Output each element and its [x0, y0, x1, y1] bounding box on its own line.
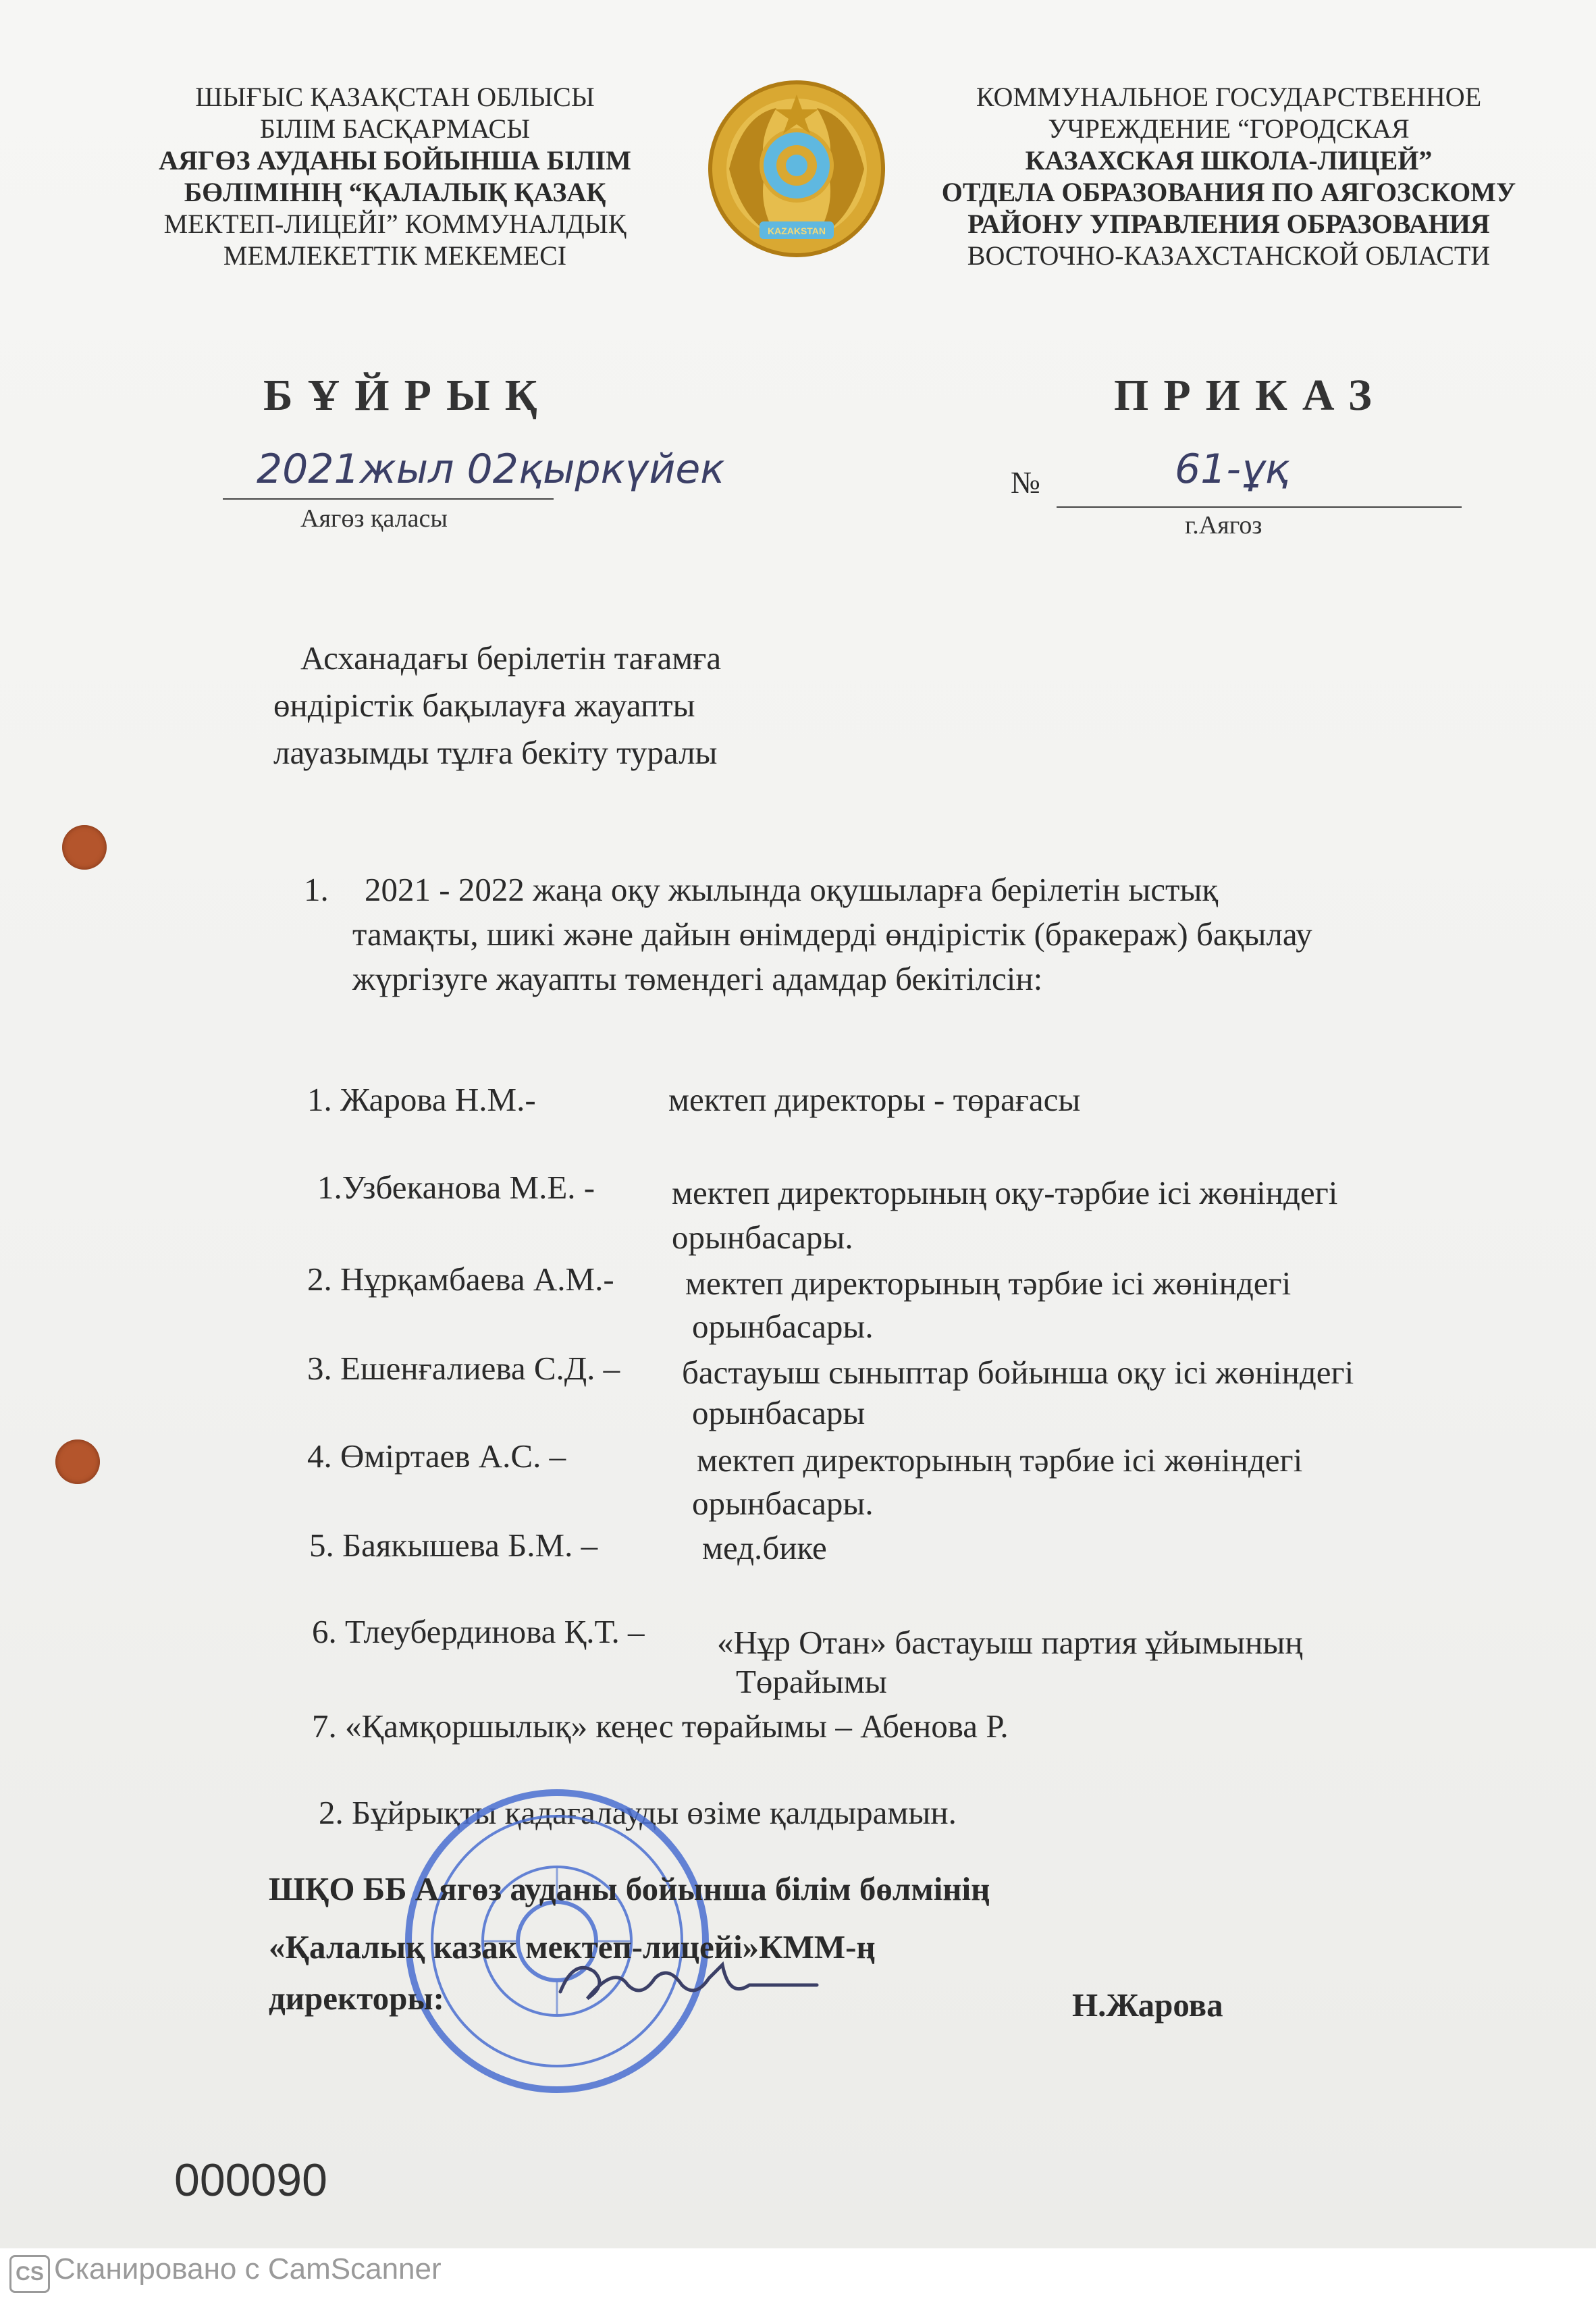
member-role: мед.бике	[702, 1529, 827, 1566]
emblem-text: KAZAKSTAN	[767, 226, 826, 236]
header-kz-line: БІЛІМ БАСҚАРМАСЫ	[259, 113, 531, 144]
date-underline	[223, 498, 554, 500]
subject-line: өндірістік бақылауға жауапты	[273, 687, 695, 724]
paragraph-line: 2021 - 2022 жаңа оқу жылында оқушыларға берілетін ыстық	[365, 871, 1219, 908]
date-handwritten: 2021жыл 02қыркүйек	[257, 446, 725, 493]
member-role: орынбасары	[692, 1394, 866, 1431]
state-emblem-icon	[702, 68, 891, 270]
director-name: Н.Жарова	[1072, 1986, 1223, 2024]
punch-hole	[55, 1439, 100, 1484]
member-role: мектеп директорының тәрбие ісі жөніндегі	[697, 1442, 1303, 1479]
number-handwritten: 61-ұқ	[1175, 446, 1289, 493]
subject-line: Асханадағы берілетін тағамға	[300, 639, 722, 677]
paragraph-number: 1.	[304, 871, 329, 908]
subject-line: лауазымды тұлға бекіту туралы	[273, 734, 718, 771]
title-ru: ПРИКАЗ	[1114, 371, 1387, 420]
header-ru-line: ВОСТОЧНО-КАЗАХСТАНСКОЙ ОБЛАСТИ	[967, 240, 1491, 271]
member-label: 2. Нұрқамбаева А.М.-	[307, 1261, 614, 1298]
header-kz-line: МЕКТЕП-ЛИЦЕЙІ” КОММУНАЛДЫҚ	[163, 209, 627, 239]
number-label: №	[1011, 465, 1040, 500]
member-label: 3. Ешенғалиева С.Д. –	[307, 1350, 620, 1387]
member-role: мектеп директорының оқу-тәрбие ісі жөніндегі	[672, 1174, 1338, 1211]
city-kz: Аягөз қаласы	[300, 504, 448, 533]
member-label: 4. Өміртаев А.С. –	[307, 1437, 566, 1475]
title-kz: БҰЙРЫҚ	[263, 371, 552, 420]
member-role: Төрайымы	[736, 1663, 887, 1700]
number-underline	[1057, 506, 1462, 508]
paragraph-line: тамақты, шикі және дайын өнімдерді өндірістік (бракераж) бақылау	[352, 916, 1312, 953]
header-kz-line: АЯГӨЗ АУДАНЫ БОЙЫНША БІЛІМ	[159, 145, 631, 176]
header-ru	[932, 81, 1526, 271]
member-role: орынбасары.	[672, 1219, 853, 1256]
member-label: 1. Жарова Н.М.-	[307, 1081, 536, 1118]
header-ru-line: КОММУНАЛЬНОЕ ГОСУДАРСТВЕННОЕ	[976, 82, 1482, 112]
signature-line-3: директоры:	[269, 1980, 445, 2017]
member-label: 7. «Қамқоршылық» кеңес төрайымы – Абенова Р.	[312, 1708, 1009, 1745]
member-role: «Нұр Отан» бастауыш партия ұйымының	[717, 1624, 1303, 1661]
header-ru-line: УЧРЕЖДЕНИЕ “ГОРОДСКАЯ	[1048, 113, 1410, 144]
member-role: мектеп директорының тәрбие ісі жөніндегі	[685, 1265, 1292, 1302]
document-number: 000090	[174, 2155, 327, 2206]
member-role: мектеп директоры - төрағасы	[668, 1081, 1081, 1118]
member-role: орынбасары.	[692, 1485, 874, 1522]
member-role: бастауыш сыныптар бойынша оқу ісі жөніндегі	[682, 1354, 1354, 1391]
header-ru-line: ОТДЕЛА ОБРАЗОВАНИЯ ПО АЯГОЗСКОМУ	[941, 177, 1516, 207]
header-kz-line: БӨЛІМІНІҢ “ҚАЛАЛЫҚ ҚАЗАҚ	[184, 177, 606, 207]
paragraph-2: 2. Бұйрықты қадағалауды өзіме қалдырамын.	[319, 1794, 957, 1831]
header-ru-line: КАЗАХСКАЯ ШКОЛА-ЛИЦЕЙ”	[1025, 145, 1433, 176]
handwritten-signature-icon	[547, 1945, 830, 2019]
signature-line-1: ШҚО ББ Аягөз ауданы бойынша білім бөлмінің	[269, 1870, 990, 1907]
member-role: орынбасары.	[692, 1308, 874, 1345]
camscanner-icon: CS	[9, 2255, 50, 2293]
header-kz	[135, 81, 655, 271]
member-label: 5. Баякышева Б.М. –	[309, 1527, 598, 1564]
paragraph-1	[304, 868, 1492, 1001]
header-ru-line: РАЙОНУ УПРАВЛЕНИЯ ОБРАЗОВАНИЯ	[967, 209, 1490, 239]
header-kz-line: ШЫҒЫС ҚАЗАҚСТАН ОБЛЫСЫ	[195, 82, 595, 112]
city-ru: г.Аягоз	[1185, 511, 1262, 539]
member-label: 1.Узбеканова М.Е. -	[317, 1169, 595, 1206]
scanner-watermark-text: Сканировано с CamScanner	[54, 2252, 442, 2285]
paragraph-line: жүргізуге жауапты төмендегі адамдар бекітілсін:	[352, 960, 1043, 997]
punch-hole	[62, 825, 107, 870]
header-kz-line: МЕМЛЕКЕТТІК МЕКЕМЕСІ	[223, 240, 567, 271]
order-subject	[273, 635, 721, 776]
signature-line-2: «Қалалық казак мектеп-лицейі»КММ-ң	[269, 1928, 876, 1965]
member-label: 6. Тлеубердинова Қ.Т. –	[312, 1613, 645, 1650]
